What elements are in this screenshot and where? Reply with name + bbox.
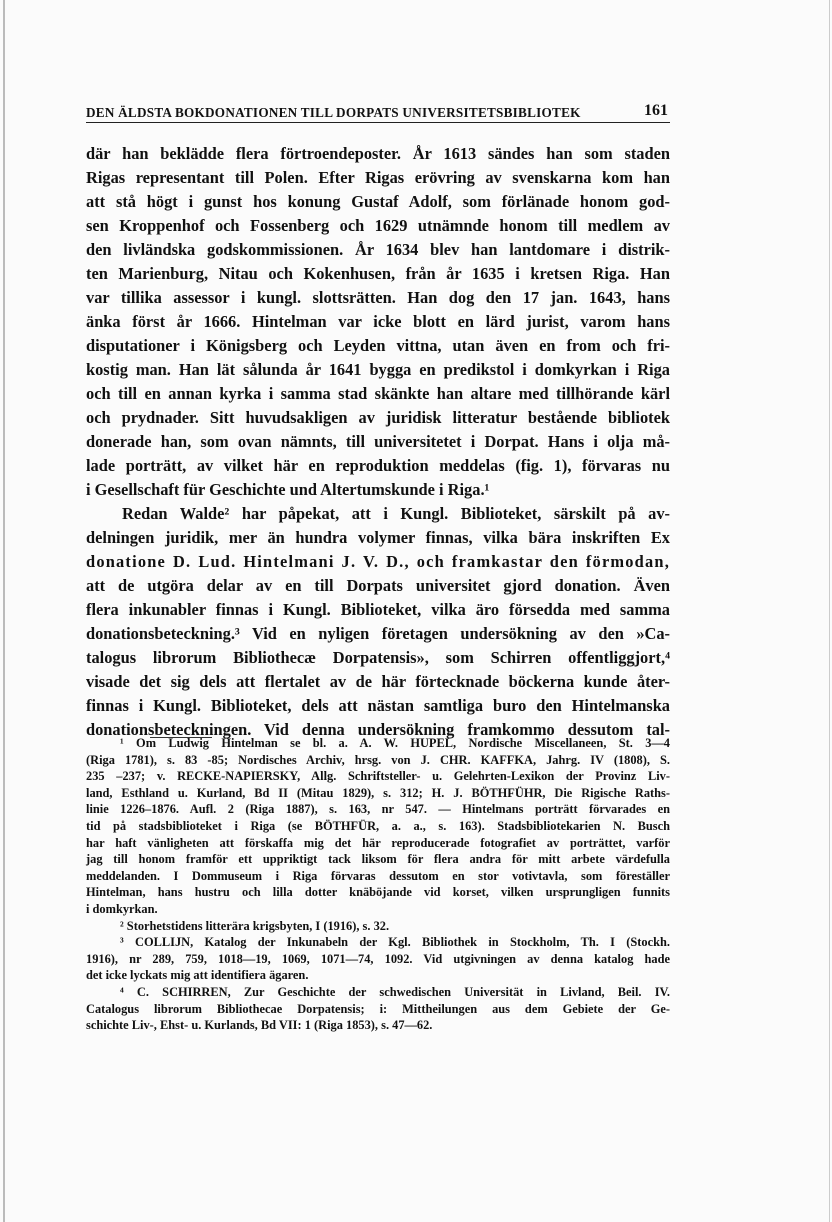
body-line: Redan Walde² har påpekat, att i Kungl. Biblioteket, särskilt på av-	[122, 504, 670, 523]
footnote-line: i domkyrkan.	[86, 901, 158, 916]
footnote-line: har haft vänligheten att förskaffa mig det här reproducerade fotografiet av porträttet, varför	[86, 835, 670, 850]
footnote-line: 1916), nr 289, 759, 1018—19, 1069, 1071—74, 1092. Vid utgivningen av denna katalog hade	[86, 951, 670, 966]
running-header	[86, 102, 670, 123]
footnote-line: linie 1226–1876. Aufl. 2 (Riga 1887), s. 163, nr 547. — Hintelmans porträtt förvarades en	[86, 802, 670, 817]
body-line: att de utgöra delar av en till Dorpats universitet gjord donation. Även	[86, 576, 670, 595]
page-number: 161	[644, 102, 668, 119]
footnotes	[86, 735, 670, 1034]
footnote-line: tid på stadsbiblioteket i Riga (se BÖTHFÜR, a. a., s. 163). Stadsbibliotekarien N. Busch	[86, 818, 670, 833]
footnote-line: Hintelman, hans hustru och lilla dotter knäböjande vid korset, vilken ursprungligen funnits	[86, 885, 670, 900]
footnote-line: 235 –237; v. RECKE-NAPIERSKY, Allg. Schriftsteller- u. Gelehrten-Lexikon der Provinz Liv-	[86, 769, 670, 784]
running-title: DEN ÄLDSTA BOKDONATIONEN TILL DORPATS UNIVERSITETSBIBLIOTEK	[86, 105, 581, 120]
body-line: visade det sig dels att flertalet av de här förtecknade böckerna kunde åter-	[86, 672, 670, 691]
footnote-line: ² Storhetstidens litterära krigsbyten, I (1916), s. 32.	[120, 918, 390, 933]
footnote-line: land, Esthland u. Kurland, Bd II (Mitau 1829), s. 312; H. J. BÖTHFÜHR, Die Rigische Raths-	[86, 785, 670, 800]
footnote-line: ³ COLLIJN, Katalog der Inkunabeln der Kgl. Bibliothek in Stockholm, Th. I (Stockh.	[120, 935, 670, 950]
body-line: delningen juridik, mer än hundra volymer finnas, vilka bära inskriften Ex	[86, 528, 670, 547]
body-line: talogus librorum Bibliothecæ Dorpatensis», som Schirren offentliggjort,⁴	[86, 648, 670, 667]
body-line: donationsbeteckningen. Vid denna undersökning framkommo dessutom tal-	[86, 720, 670, 739]
footnote-line: det icke lyckats mig att identifiera ägaren.	[86, 968, 309, 983]
body-line: sen Kroppenhof och Fossenberg och 1629 utnämnde honom till medlem av	[86, 216, 670, 235]
footnote-line: Catalogus librorum Bibliothecae Dorpatensis; i: Mittheilungen aus dem Gebiete der Ge-	[86, 1001, 670, 1016]
body-line: kostig man. Han lät sålunda år 1641 bygga en predikstol i domkyrkan i Riga	[86, 360, 670, 379]
body-line: och prydnader. Sitt huvudsakligen av juridisk litteratur bestående bibliotek	[86, 408, 670, 427]
footnote-line: jag till honom framför ett uppriktigt tack liksom för flera andra för mitt arbete värdefulla	[86, 852, 670, 867]
body-line: disputationer i Königsberg och Leyden vittna, utan även en from och fri-	[86, 336, 670, 355]
body-line: ten Marienburg, Nitau och Kokenhusen, från år 1635 i kretsen Riga. Han	[86, 264, 670, 283]
scan-right-edge	[829, 0, 830, 1222]
body-line: finnas i Kungl. Biblioteket, dels att nästan samtliga buro den Hintelmanska	[86, 696, 670, 715]
footnote-line: meddelanden. I Dommuseum i Riga förvaras dessutom en stor votivtavla, som föreställer	[86, 868, 670, 883]
body-line: Rigas representant till Polen. Efter Rigas erövring av svenskarna kom han	[86, 168, 670, 187]
footnote-line: (Riga 1781), s. 83 -85; Nordisches Archiv, hrsg. von J. CHR. KAFFKA, Jahrg. IV (1808), S.	[86, 752, 670, 767]
body-line: donerade han, som ovan nämnts, till universitetet i Dorpat. Hans i olja må-	[86, 432, 670, 451]
body-line: flera inkunabler finnas i Kungl. Biblioteket, vilka äro försedda med samma	[86, 600, 670, 619]
body-line: att stå högt i gunst hos konung Gustaf Adolf, som förlänade honom god-	[86, 192, 670, 211]
body-line: där han beklädde flera förtroendeposter. År 1613 sändes han som staden	[86, 144, 670, 163]
body-line: i Gesellschaft für Geschichte und Altertumskunde i Riga.¹	[86, 480, 490, 499]
footnote-line: ¹ Om Ludwig Hintelman se bl. a. A. W. HUPEL, Nordische Miscellaneen, St. 3—4	[120, 736, 670, 750]
body-line: änka först år 1666. Hintelman var icke blott en lärd jurist, varom hans	[86, 312, 670, 331]
body-line: den livländska godskommissionen. År 1634 blev han lantdomare i distrik-	[86, 240, 670, 259]
footnote-line: ⁴ C. SCHIRREN, Zur Geschichte der schwedischen Universität in Livland, Beil. IV.	[120, 984, 670, 999]
scan-left-edge	[3, 0, 5, 1222]
body-line: donationsbeteckning.³ Vid en nyligen företagen undersökning av den »Ca-	[86, 624, 670, 643]
footnote-line: schichte Liv-, Ehst- u. Kurlands, Bd VII: 1 (Riga 1853), s. 47—62.	[86, 1018, 433, 1033]
body-line: donatione D. Lud. Hintelmani J. V. D., och framkastar den förmodan,	[86, 552, 670, 571]
body-line: var tillika assessor i kungl. slottsrätten. Han dog den 17 jan. 1643, hans	[86, 288, 670, 307]
body-text	[86, 142, 670, 742]
body-line: lade porträtt, av vilket här en reproduktion meddelas (fig. 1), förvaras nu	[86, 456, 670, 475]
body-line: och till en annan kyrka i samma stad skänkte han altare med tillhörande kärl	[86, 384, 670, 403]
